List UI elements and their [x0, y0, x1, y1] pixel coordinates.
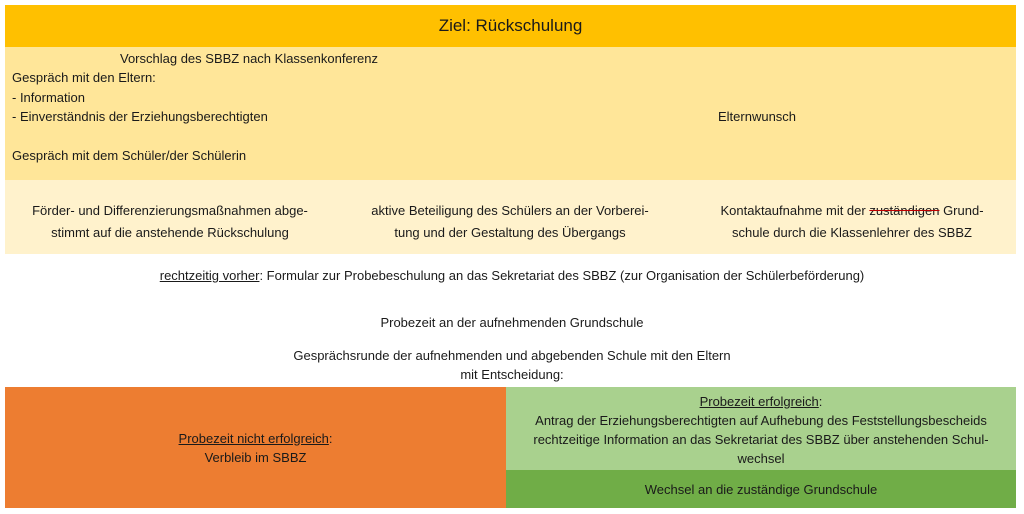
student-talk-text: Gespräch mit dem Schüler/der Schülerin [12, 148, 247, 163]
measure-contact-line-2: schule durch die Klassenlehrer des SBBZ [732, 225, 972, 240]
school-switch-text: Wechsel an die zuständige Grundschule [644, 481, 878, 497]
parents-talk-item-consent: - Einverständnis der Erziehungsberechtigten [12, 109, 268, 124]
measure-participation-line-1: aktive Beteiligung des Schülers an der Vorberei- [371, 203, 649, 218]
measure-contact-text-a: Kontaktaufnahme mit der [720, 203, 870, 218]
meeting-line-1: Gesprächsrunde der aufnehmenden und abgebenden Schule mit den Eltern [293, 348, 731, 363]
outcome-fail-box [5, 387, 506, 508]
measure-participation [345, 200, 675, 244]
outcome-success-heading-line [506, 392, 1016, 411]
outcome-success-line-1: Antrag der Erziehungsberechtigten auf Aufhebung des Feststellungsbescheids [535, 413, 987, 428]
measure-support-line-2: stimmt auf die anstehende Rückschulung [51, 225, 289, 240]
outcome-fail-colon: : [328, 430, 333, 446]
outcome-success-heading: Probezeit erfolgreich [699, 394, 819, 409]
form-note-timing: rechtzeitig vorher [159, 268, 260, 283]
measure-contact-strikethrough: zuständigen [869, 203, 940, 218]
outcome-success-line-2: rechtzeitige Information an das Sekretariat des SBBZ über anstehenden Schul- [533, 432, 989, 447]
outcome-success-colon: : [818, 394, 823, 409]
outcome-success-box [506, 387, 1016, 470]
title-bar [5, 5, 1016, 47]
school-switch-box [506, 470, 1016, 508]
outcome-success-line-3: wechsel [737, 451, 785, 466]
outcome-fail-text: Verbleib im SBBZ [204, 449, 307, 465]
trial-period-text: Probezeit an der aufnehmenden Grundschule [380, 315, 644, 330]
parents-talk-item-information: - Information [12, 90, 85, 105]
parents-talk-heading: Gespräch mit den Eltern: [12, 70, 156, 85]
measure-contact [687, 200, 1017, 244]
form-note-text: : Formular zur Probebeschulung an das Sekretariat des SBBZ (zur Organisation der Schülerbeförderung) [259, 268, 865, 283]
form-note [0, 268, 1024, 283]
measure-support [5, 200, 335, 244]
measure-participation-line-2: tung und der Gestaltung des Übergangs [394, 225, 626, 240]
measure-contact-line-1 [687, 200, 1017, 222]
measure-contact-text-b: Grund- [939, 203, 984, 218]
measure-support-line-1: Förder- und Differenzierungsmaßnahmen abge- [32, 203, 308, 218]
parents-wish-text: Elternwunsch [718, 109, 797, 124]
page-title: Ziel: Rückschulung [438, 16, 583, 35]
conversation-section [5, 47, 1016, 180]
measures-section [5, 180, 1016, 254]
outcome-fail-heading: Probezeit nicht erfolgreich [178, 430, 329, 446]
proposal-text: Vorschlag des SBBZ nach Klassenkonferenz [120, 51, 378, 66]
outcome-fail-heading-line [179, 429, 333, 448]
meeting-line-2: mit Entscheidung: [460, 367, 564, 382]
